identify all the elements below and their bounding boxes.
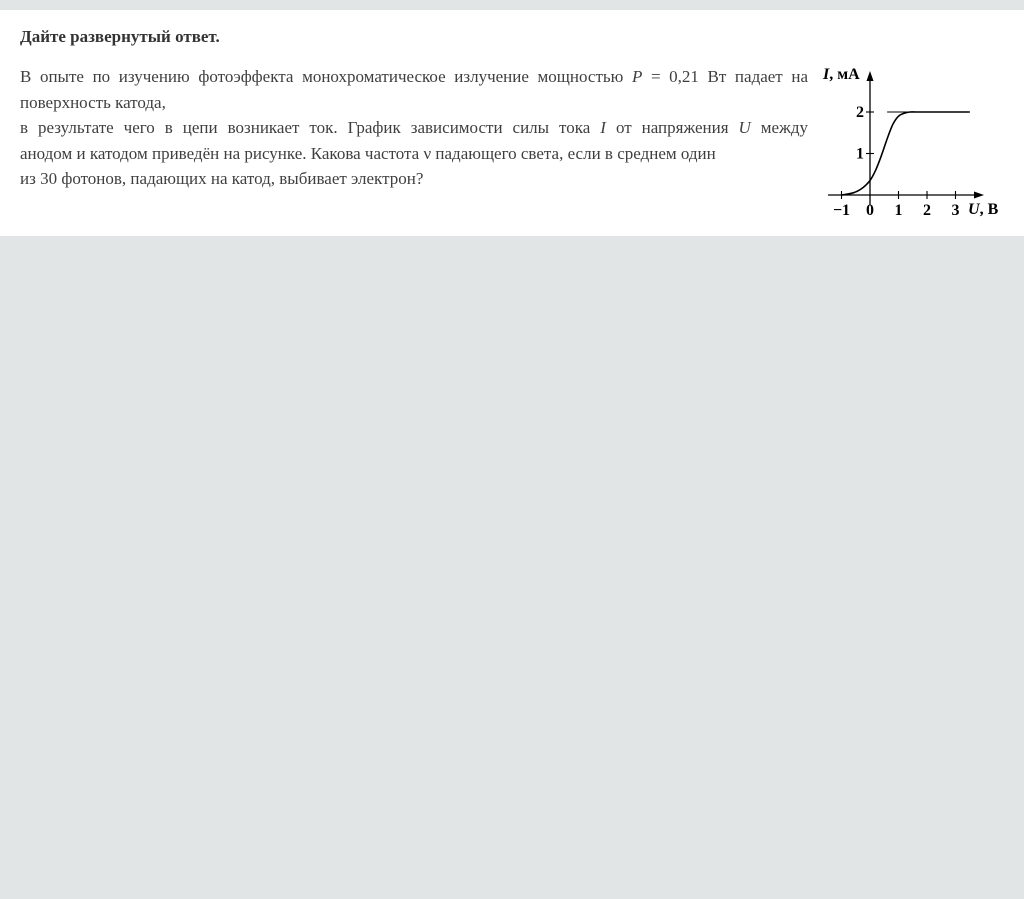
voltage-variable: U — [738, 118, 751, 137]
iv-graph — [820, 65, 1010, 230]
task-heading: Дайте развернутый ответ. — [20, 27, 220, 46]
x-tick-label: 0 — [866, 202, 874, 219]
y-tick-label: 2 — [856, 104, 864, 121]
y-tick-label: 1 — [856, 145, 864, 163]
line-3-mid: от напряжения — [605, 118, 739, 137]
problem-line-4: анодом и катодом приведён на рисунке. Какова частота ν падающего света, если в среднем один — [20, 143, 716, 163]
x-tick-label: 2 — [923, 202, 931, 219]
problem-line-3 — [20, 115, 808, 141]
problem-line-5: из 30 фотонов, падающих на катод, выбивает электрон? — [20, 169, 424, 188]
x-axis-arrow — [974, 192, 984, 199]
x-tick-label: 1 — [894, 202, 903, 219]
x-tick-label: 3 — [951, 202, 960, 219]
line-1-pre: В опыте по изучению фотоэффекта монохроматическое излучение мощностью — [20, 67, 632, 86]
line-3-pre: в результате чего в цепи возникает ток. График зависимости силы тока — [20, 118, 601, 137]
iv-graph-svg — [820, 65, 1010, 230]
current-variable: I — [600, 118, 606, 137]
x-tick-label: −1 — [832, 202, 851, 219]
y-axis-arrow — [867, 71, 874, 81]
problem-line-2: поверхность катода, — [20, 92, 166, 112]
task-card — [0, 10, 1024, 236]
power-variable: P — [631, 67, 643, 86]
y-axis-label: I, мА — [823, 66, 860, 83]
x-axis-label: U, В — [968, 201, 999, 218]
problem-line-1 — [20, 64, 808, 90]
top-strip — [0, 0, 1024, 10]
problem-text — [20, 64, 808, 192]
line-3-post: между — [750, 118, 808, 137]
line-1-post: = 0,21 Вт падает на — [642, 67, 808, 86]
